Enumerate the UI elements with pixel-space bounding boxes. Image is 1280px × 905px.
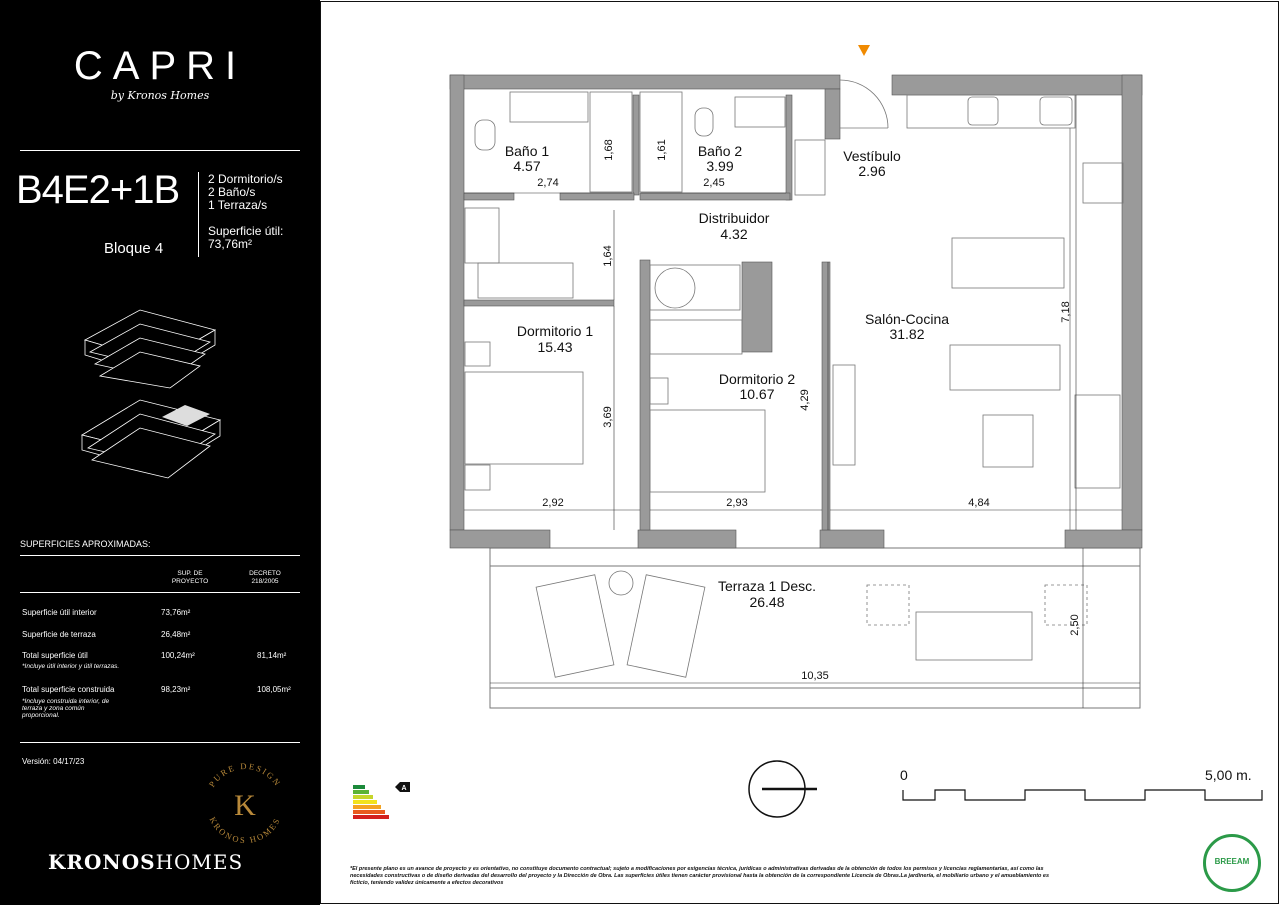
svg-text:3,69: 3,69 (602, 406, 614, 428)
room-name: Distribuidor (698, 210, 770, 226)
room-name: Dormitorio 2 (718, 371, 796, 387)
svg-text:4,29: 4,29 (799, 389, 811, 411)
spec-bedrooms: 2 Dormitorio/s (208, 172, 283, 186)
disclaimer-text: *El presente plano es un avance de proyecto y es orientativo, no constituye documento contractual; sujeto a modificaciones por exigencias técnica, jurídicas o administrativas derivadas de la obtención de todos los permisos y licencias reglamentarias, así como las necesidades constructivas o de diseño derivadas del desarrollo del proyecto y la Dirección de Obra. Las superficies útiles tienen carácter provisional hasta la obtención de la correspondiente Licencia de Obras.La jardinería, el mobiliario urbano y el amueblamiento es ficticio, teniendo validez únicamente a efectos decorativos (350, 866, 1050, 886)
row-note: *Incluye útil interior y útil terrazas. (22, 663, 120, 670)
svg-text:7,18: 7,18 (1060, 301, 1072, 323)
room-name: Baño 1 (504, 143, 550, 159)
svg-text:1,64: 1,64 (602, 245, 614, 267)
svg-text:KRONOS HOMES: KRONOS HOMES (207, 815, 283, 846)
svg-text:2,45: 2,45 (703, 177, 725, 189)
breeam-badge-icon: BREEAM (1203, 834, 1261, 892)
col-head-project: SUP. DE PROYECTO (171, 570, 209, 585)
capri-logo: CAPRI (73, 44, 247, 88)
svg-text:4,84: 4,84 (968, 497, 990, 509)
row-value-project: 98,23m² (161, 685, 191, 694)
svg-text:1,68: 1,68 (603, 139, 615, 161)
compass-icon (749, 761, 817, 817)
unit-bloque: Bloque 4 (104, 240, 164, 257)
pure-design-seal-icon (195, 755, 295, 855)
scale-bar (903, 790, 1262, 800)
scale-start-label: 0 (900, 767, 908, 783)
room-area: 31.82 (889, 326, 925, 342)
row-label: Total superficie construida (22, 685, 115, 694)
spec-terraces: 1 Terraza/s (208, 198, 268, 212)
useful-surface-label: Superficie útil: (208, 224, 284, 238)
room-area: 3.99 (706, 158, 734, 174)
terrace-outline (490, 548, 1140, 708)
room-name: Baño 2 (697, 143, 743, 159)
row-value-decree: 81,14m² (257, 651, 287, 660)
unit-code: B4E2+1B (16, 168, 180, 212)
building-axonometric-icon (70, 290, 230, 500)
scale-end-label: 5,00 m. (1205, 767, 1252, 783)
walls (450, 75, 1142, 548)
room-name: Dormitorio 1 (516, 323, 594, 339)
room-area: 4.32 (720, 226, 748, 242)
entrance-marker-icon (858, 45, 870, 56)
room-area: 15.43 (537, 339, 573, 355)
spec-bathrooms: 2 Baño/s (208, 185, 256, 199)
divider (20, 150, 300, 151)
energy-rating-icon (353, 782, 410, 819)
room-name: Terraza 1 Desc. (717, 578, 817, 594)
svg-text:10,35: 10,35 (801, 670, 829, 682)
room-area: 2.96 (858, 163, 886, 179)
row-label: Superficie de terraza (22, 630, 96, 639)
room-area: 26.48 (749, 594, 785, 610)
svg-text:2,50: 2,50 (1069, 614, 1081, 636)
logo-subtitle: by Kronos Homes (110, 89, 210, 102)
row-label: Superficie útil interior (22, 608, 97, 617)
svg-text:2,74: 2,74 (537, 177, 559, 189)
row-label: Total superficie útil (22, 651, 88, 660)
svg-text:A: A (401, 785, 407, 792)
divider (20, 592, 300, 593)
divider (20, 555, 300, 556)
row-note: *Incluye construida interior, de terraza y zona común proporcional. (22, 698, 110, 719)
svg-text:1,61: 1,61 (656, 139, 668, 161)
useful-surface-value: 73,76m² (208, 237, 253, 251)
room-name: Vestíbulo (843, 148, 901, 164)
unit-specs (208, 173, 283, 251)
row-value-project: 73,76m² (161, 608, 191, 617)
svg-text:2,92: 2,92 (542, 497, 564, 509)
col-head-decree: DECRETO 218/2005 (249, 570, 281, 585)
room-area: 10.67 (739, 386, 775, 402)
row-value-decree: 108,05m² (257, 685, 291, 694)
dimension-labels (537, 139, 1081, 682)
room-name: Salón-Cocina (864, 311, 950, 327)
version-label: Versión: 04/17/23 (22, 757, 85, 766)
svg-text:PURE DESIGN: PURE DESIGN (206, 760, 284, 789)
room-area: 4.57 (513, 158, 541, 174)
kronos-homes-logo: KRONOSHOMES (48, 850, 244, 874)
sidebar-panel (0, 0, 320, 905)
svg-text:2,93: 2,93 (726, 497, 748, 509)
row-value-project: 100,24m² (161, 651, 195, 660)
divider (20, 742, 300, 743)
svg-text:K: K (234, 789, 256, 822)
divider (198, 172, 199, 257)
floor-plan (320, 0, 1280, 905)
surfaces-title: SUPERFICIES APROXIMADAS: (20, 539, 151, 549)
row-value-project: 26,48m² (161, 630, 191, 639)
